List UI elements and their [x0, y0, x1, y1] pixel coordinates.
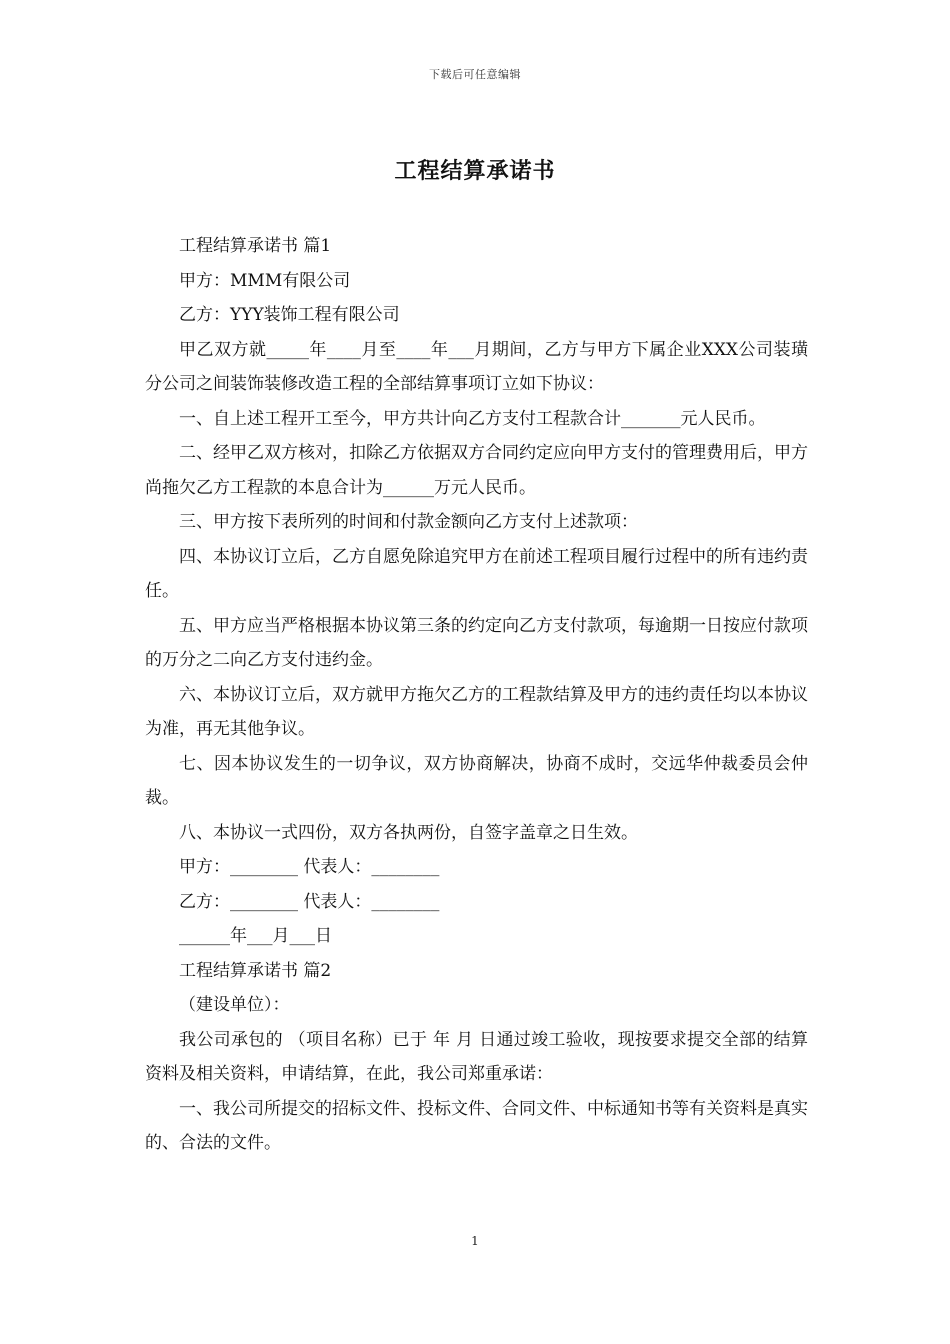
clause-3: 三、甲方按下表所列的时间和付款金额向乙方支付上述款项：	[179, 512, 638, 532]
section-heading-2: 工程结算承诺书 篇2	[179, 960, 332, 981]
party-a-line: 甲方：MMM有限公司	[179, 270, 351, 291]
party-b-signature-line: 乙方：________ 代表人：________	[179, 891, 440, 912]
commitment-item-1: 一、我公司所提交的招标文件、投标文件、合同文件、中标通知书等有关资料是真实的、合法的文件。	[145, 1098, 808, 1153]
clause-7: 七、因本协议发生的一切争议，双方协商解决，协商不成时，交远华仲裁委员会仲裁。	[145, 753, 808, 808]
header-note: 下载后可任意编辑	[429, 68, 521, 81]
clause-6: 六、本协议订立后，双方就甲方拖欠乙方的工程款结算及甲方的违约责任均以本协议为准，再无其他争议。	[145, 684, 808, 739]
document-body	[145, 229, 808, 1161]
party-a-signature-line: 甲方：________ 代表人：________	[179, 857, 440, 877]
date-line: ______年___月___日	[179, 926, 332, 946]
agreement-preamble: 甲乙双方就_____年____月至____年___月期间，乙方与甲方下属企业XXX公司装璜分公司之间装饰装修改造工程的全部结算事项订立如下协议：	[145, 339, 808, 394]
clause-2: 二、经甲乙双方核对，扣除乙方依据双方合同约定应向甲方支付的管理费用后，甲方尚拖欠乙方工程款的本息合计为______万元人民币。	[145, 443, 808, 498]
clause-1: 一、自上述工程开工至今，甲方共计向乙方支付工程款合计_______元人民币。	[179, 408, 766, 429]
section-heading-1: 工程结算承诺书 篇1	[179, 236, 332, 256]
clause-5: 五、甲方应当严格根据本协议第三条的约定向乙方支付款项，每逾期一日按应付款项的万分之二向乙方支付违约金。	[145, 615, 808, 670]
party-b-line: 乙方：YYY装饰工程有限公司	[179, 305, 400, 325]
commitment-intro: 我公司承包的 （项目名称）已于 年 月 日通过竣工验收，现按要求提交全部的结算资料及相关资料，申请结算，在此，我公司郑重承诺：	[145, 1029, 808, 1084]
page-number: 1	[471, 1234, 479, 1248]
clause-8: 八、本协议一式四份，双方各执两份，自签字盖章之日生效。	[179, 822, 638, 843]
document-title: 工程结算承诺书	[394, 158, 556, 184]
clause-4: 四、本协议订立后，乙方自愿免除追究甲方在前述工程项目履行过程中的所有违约责任。	[145, 546, 808, 601]
addressee-line: （建设单位）：	[179, 995, 290, 1015]
